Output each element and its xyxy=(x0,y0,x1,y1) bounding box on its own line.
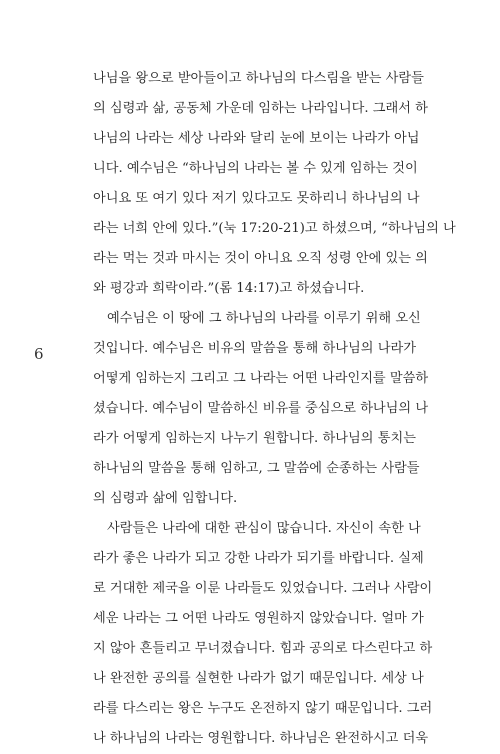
page-number: 6 xyxy=(34,345,44,363)
text-line: 것입니다. 예수님은 비유의 말씀을 통해 하나님의 나라가 xyxy=(93,341,416,356)
body-text xyxy=(93,64,456,754)
paragraph xyxy=(93,514,433,754)
text-line: 예수님은 이 땅에 그 하나님의 나라를 이루기 위해 오신 xyxy=(107,311,421,326)
text-line: 사람들은 나라에 대한 관심이 많습니다. 자신이 속한 나 xyxy=(107,521,421,536)
text-line: 나님의 나라는 세상 나라와 달리 눈에 보이는 나라가 아닙 xyxy=(93,131,420,146)
text-line: 라는 먹는 것과 마시는 것이 아니요 오직 성령 안에 있는 의 xyxy=(93,251,428,266)
text-line: 지 않아 흔들리고 무너졌습니다. 힘과 공의로 다스린다고 하 xyxy=(93,641,433,656)
text-line: 라를 다스리는 왕은 누구도 온전하지 않기 때문입니다. 그러 xyxy=(93,701,433,716)
text-line: 나 하나님의 나라는 영원합니다. 하나님은 완전하시고 더욱 xyxy=(93,731,429,746)
text-line: 로 거대한 제국을 이룬 나라들도 있었습니다. 그러나 사람이 xyxy=(93,581,433,596)
text-line: 와 평강과 희락이라.”(롬 14:17)고 하셨습니다. xyxy=(93,281,365,296)
text-line: 세운 나라는 그 어떤 나라도 영원하지 않았습니다. 얼마 가 xyxy=(93,611,424,626)
text-line: 의 심령과 삶, 공동체 가운데 임하는 나라입니다. 그래서 하 xyxy=(93,101,428,116)
text-line: 어떻게 임하는지 그리고 그 나라는 어떤 나라인지를 말씀하 xyxy=(93,371,429,386)
text-line: 라는 너희 안에 있다.”(눅 17:20-21)고 하셨으며, “하나님의 나 xyxy=(93,221,456,236)
paragraph xyxy=(93,64,456,304)
text-line: 하나님의 말씀을 통해 임하고, 그 말씀에 순종하는 사람들 xyxy=(93,461,420,476)
text-line: 라가 어떻게 임하는지 나누기 원합니다. 하나님의 통치는 xyxy=(93,431,416,446)
text-line: 의 심령과 삶에 임합니다. xyxy=(93,491,238,506)
text-line: 라가 좋은 나라가 되고 강한 나라가 되기를 바랍니다. 실제 xyxy=(93,551,424,566)
text-line: 셨습니다. 예수님이 말씀하신 비유를 중심으로 하나님의 나 xyxy=(93,401,429,416)
paragraph xyxy=(93,304,429,514)
text-line: 니다. 예수님은 “하나님의 나라는 볼 수 있게 임하는 것이 xyxy=(93,161,418,176)
text-line: 나 완전한 공의를 실현한 나라가 없기 때문입니다. 세상 나 xyxy=(93,671,424,686)
text-line: 나님을 왕으로 받아들이고 하나님의 다스림을 받는 사람들 xyxy=(93,71,424,86)
text-line: 아니요 또 여기 있다 저기 있다고도 못하리니 하나님의 나 xyxy=(93,191,420,206)
